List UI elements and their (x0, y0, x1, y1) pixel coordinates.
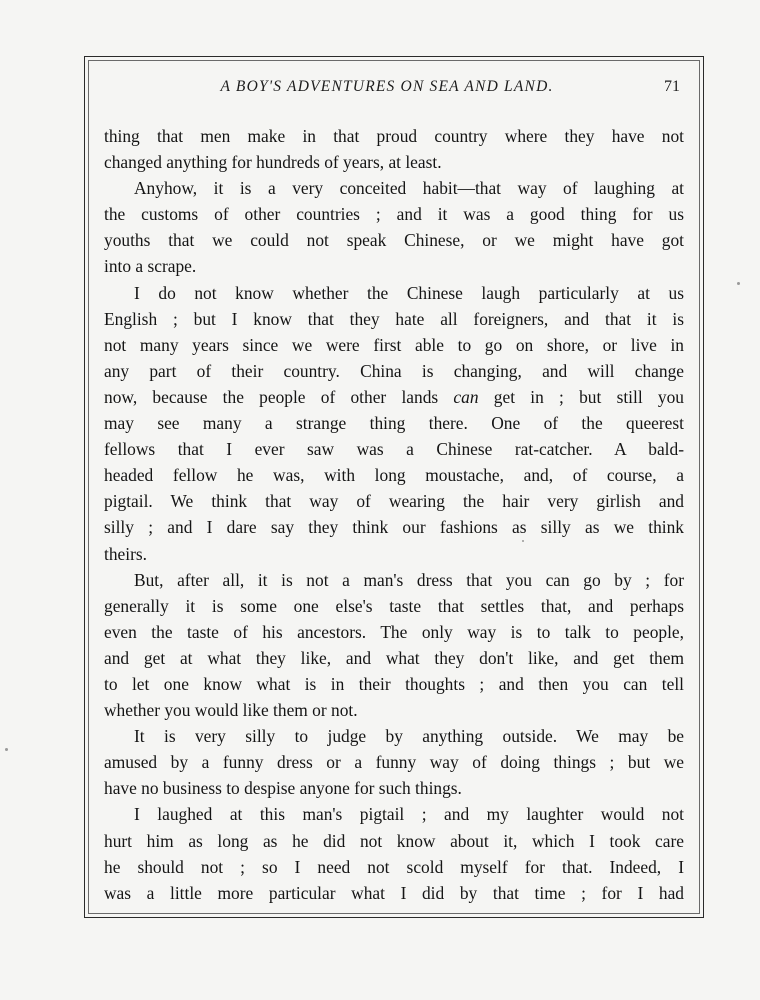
running-head: A BOY'S ADVENTURES ON SEA AND LAND. (220, 78, 554, 95)
text-line: into a scrape. (104, 256, 197, 277)
text-line: headed fellow he was, with long moustache, and, of course, a (104, 465, 684, 486)
text-line (104, 384, 684, 410)
text-line: amused by a funny dress or a funny way of doing things ; but we (104, 752, 684, 773)
text-line: I do not know whether the Chinese laugh particularly at us (134, 282, 684, 303)
text-line: I laughed at this man's pigtail ; and my laughter would not (134, 804, 684, 825)
italic-word: can (453, 386, 479, 407)
text-line: have no business to despise anyone for such things. (104, 778, 462, 799)
text-line: the customs of other countries ; and it was a good thing for us (104, 204, 684, 225)
page-number: 71 (664, 78, 680, 95)
text-line: Anyhow, it is a very conceited habit—that way of laughing at (134, 178, 684, 199)
text-line: It is very silly to judge by anything outside. We may be (134, 726, 684, 747)
page-header (104, 74, 684, 104)
text-line: theirs. (104, 543, 147, 564)
text-line: may see many a strange thing there. One of the queerest (104, 413, 684, 434)
text-line: to let one know what is in their thoughts ; and then you can tell (104, 673, 684, 694)
text-line: But, after all, it is not a man's dress that you can go by ; for (134, 569, 684, 590)
text-line: generally it is some one else's taste that settles that, and perhaps (104, 595, 684, 616)
text-line: was a little more particular what I did by that time ; for I had (104, 882, 684, 903)
text-line: not many years since we were first able to go on shore, or live in (104, 334, 684, 355)
text-line: he should not ; so I need not scold myself for that. Indeed, I (104, 856, 684, 877)
text-line: silly ; and I dare say they think our fashions as silly as we think (104, 517, 684, 538)
text-line: and get at what they like, and what they don't like, and get them (104, 647, 684, 668)
text-segment: now, because the people of other lands (104, 386, 454, 407)
text-line: pigtail. We think that way of wearing the hair very girlish and (104, 491, 684, 512)
text-line: even the taste of his ancestors. The only way is to talk to people, (104, 621, 684, 642)
text-line: fellows that I ever saw was a Chinese rat-catcher. A bald- (104, 439, 684, 460)
text-line: hurt him as long as he did not know about it, which I took care (104, 830, 684, 851)
text-line: youths that we could not speak Chinese, or we might have got (104, 230, 684, 251)
body-text (104, 123, 684, 906)
text-line: any part of their country. China is changing, and will change (104, 360, 684, 381)
text-line: whether you would like them or not. (104, 700, 358, 721)
paper-speck (5, 748, 8, 751)
text-segment: get in ; but still you (478, 386, 684, 407)
paper-speck (522, 540, 524, 542)
text-line: thing that men make in that proud country where they have not (104, 126, 684, 146)
text-line: English ; but I know that they hate all foreigners, and that it is (104, 308, 684, 329)
text-line: changed anything for hundreds of years, at least. (104, 152, 442, 173)
paper-speck (737, 282, 740, 285)
